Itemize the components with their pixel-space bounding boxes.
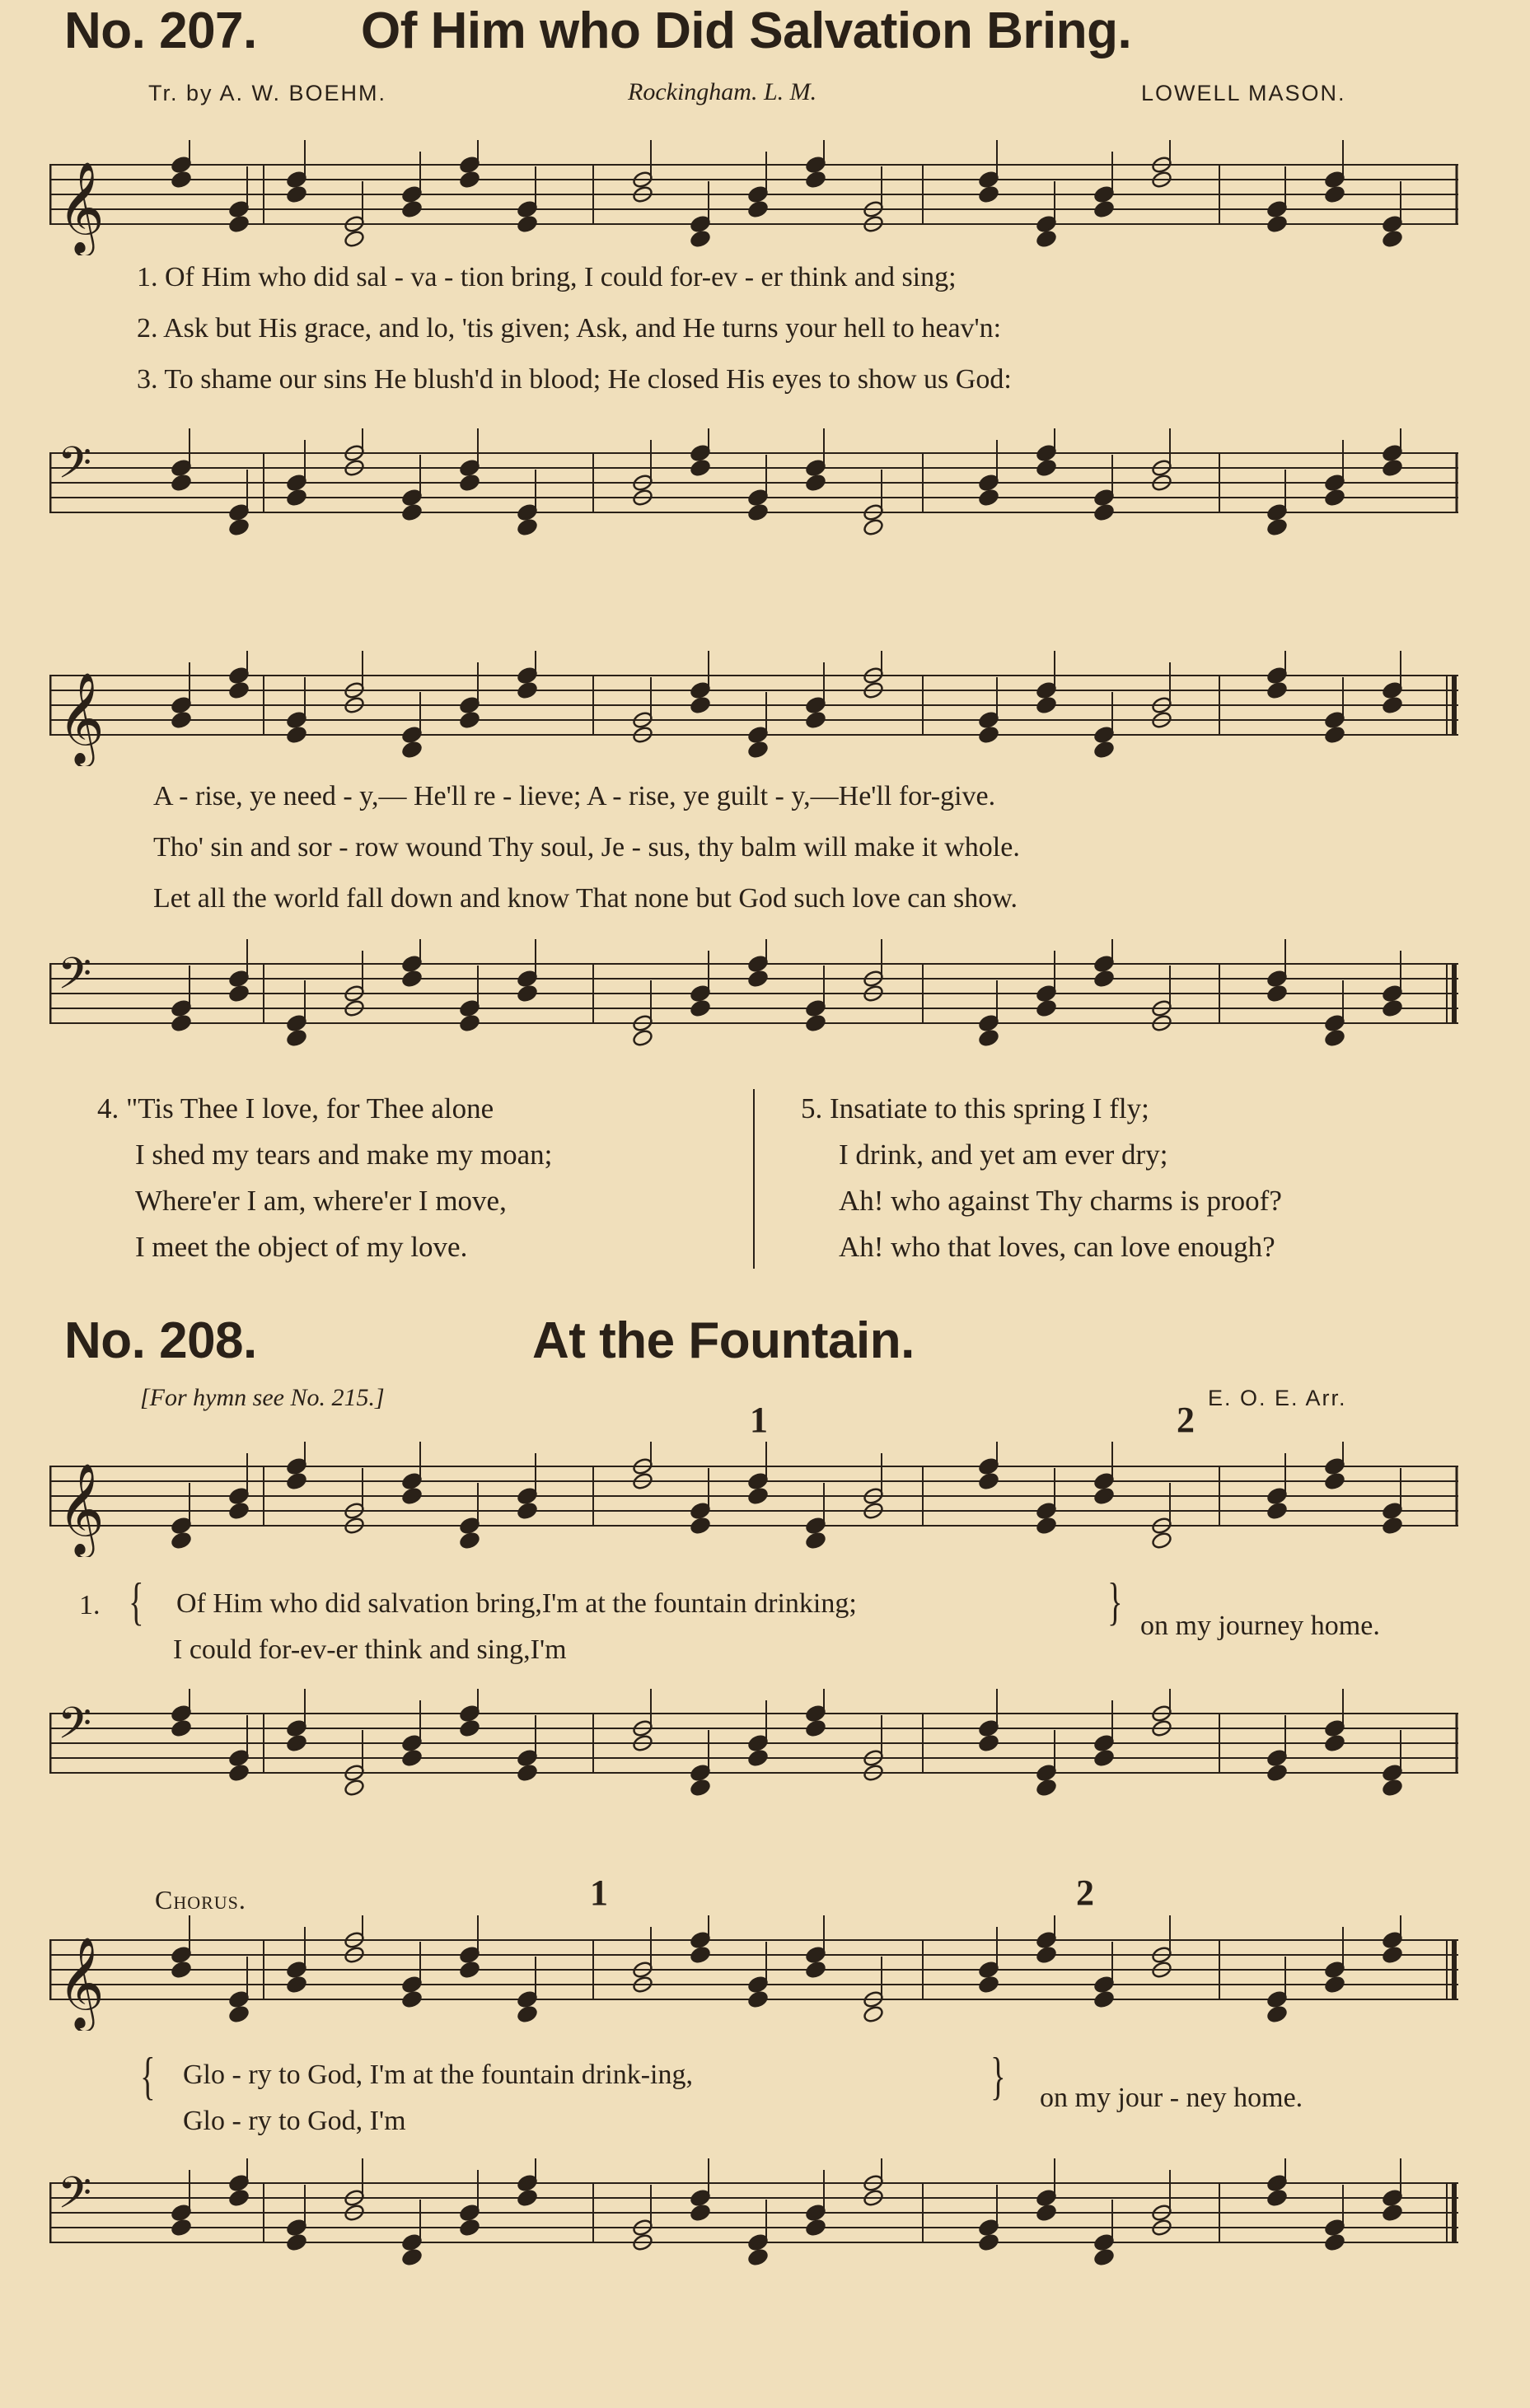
notehead — [517, 1764, 538, 1783]
hymn-208-chorus-bass-staff — [49, 2158, 1458, 2274]
notehead — [286, 1975, 307, 1994]
notehead — [1036, 230, 1057, 249]
notehead — [1036, 1946, 1057, 1965]
notehead — [171, 474, 192, 493]
notehead — [747, 741, 769, 760]
notehead — [690, 1517, 711, 1536]
clef-icon: 𝄢 — [58, 1699, 92, 1760]
clef-icon: 𝄞 — [58, 1462, 105, 1555]
hymn-208-bass-staff-1 — [49, 1689, 1458, 1804]
hymn-207-lyric-line-1a: 1. Of Him who did sal - va - tion bring, I could for-ev - er think and sing; — [137, 262, 957, 292]
notehead — [1036, 999, 1057, 1018]
ending-2-number: 2 — [1177, 1400, 1195, 1440]
notehead — [632, 1029, 653, 1048]
notehead — [1266, 1502, 1288, 1521]
notehead — [978, 2233, 999, 2252]
hymn-207-title: Of Him who Did Salvation Bring. — [361, 2, 1132, 59]
notehead — [1324, 489, 1345, 507]
notehead — [401, 1990, 423, 2009]
notehead — [459, 1719, 480, 1738]
notehead — [286, 1472, 307, 1491]
notehead — [517, 518, 538, 537]
notehead — [1093, 1990, 1115, 2009]
hymn-207-stanza-4 — [97, 1086, 552, 1270]
notehead — [228, 215, 250, 234]
stanza-5-line-3: Ah! who against Thy charms is proof? — [839, 1185, 1282, 1217]
hymn-207-composer: LOWELL MASON. — [1141, 81, 1346, 105]
notehead — [1093, 741, 1115, 760]
hymn-208-header — [64, 1312, 915, 1370]
notehead — [747, 2248, 769, 2267]
notehead — [459, 1531, 480, 1550]
notehead — [459, 474, 480, 493]
notehead — [401, 200, 423, 219]
notehead — [978, 1734, 999, 1753]
notehead — [747, 1487, 769, 1506]
hymn-207-header — [64, 2, 1132, 60]
notehead — [1266, 215, 1288, 234]
chorus-label: Chorus. — [155, 1885, 246, 1915]
notehead — [747, 503, 769, 522]
notehead — [228, 681, 250, 700]
notehead — [805, 1531, 826, 1550]
notehead — [1266, 518, 1288, 537]
stanza-4-line-1: 4. "Tis Thee I love, for Thee alone — [97, 1092, 494, 1125]
notehead — [459, 171, 480, 189]
chorus-brace-right: } — [990, 2046, 1006, 2105]
notehead — [1036, 1517, 1057, 1536]
notehead — [863, 518, 884, 537]
notehead — [978, 489, 999, 507]
notehead — [1036, 459, 1057, 478]
stanza-5-line-2: I drink, and yet am ever dry; — [839, 1139, 1168, 1171]
notehead — [517, 215, 538, 234]
notehead — [171, 711, 192, 730]
notehead — [1266, 1764, 1288, 1783]
notehead — [344, 230, 365, 249]
notehead — [459, 2219, 480, 2237]
notehead — [1382, 1779, 1403, 1798]
notehead — [286, 185, 307, 204]
notehead — [228, 2189, 250, 2208]
notehead — [228, 518, 250, 537]
notehead — [978, 1975, 999, 1994]
hymn-207-bass-staff-2 — [49, 939, 1458, 1054]
notehead — [805, 1961, 826, 1980]
notehead — [517, 984, 538, 1003]
stanza-5-line-1: 5. Insatiate to this spring I fly; — [801, 1092, 1149, 1125]
clef-icon: 𝄢 — [58, 2168, 92, 2229]
notehead — [459, 711, 480, 730]
notehead — [1266, 2189, 1288, 2208]
chorus-ending-2-number: 2 — [1076, 1873, 1094, 1913]
notehead — [171, 1961, 192, 1980]
notehead — [1324, 726, 1345, 745]
notehead — [978, 1472, 999, 1491]
hymn-207-stanza-5 — [801, 1086, 1282, 1270]
stanza-divider — [753, 1089, 755, 1269]
notehead — [1093, 1749, 1115, 1768]
hymn-207-lyric-line-2c: Let all the world fall down and know That none but God such love can show. — [153, 883, 1018, 914]
notehead — [228, 1764, 250, 1783]
chorus-tail: on my jour - ney home. — [1040, 2083, 1303, 2113]
notehead — [690, 999, 711, 1018]
notehead — [1093, 2248, 1115, 2267]
notehead — [690, 459, 711, 478]
notehead — [1324, 1975, 1345, 1994]
hymn-208-note: [For hymn see No. 215.] — [140, 1384, 385, 1411]
notehead — [286, 2233, 307, 2252]
notehead — [401, 970, 423, 989]
notehead — [517, 2189, 538, 2208]
notehead — [171, 1014, 192, 1033]
notehead — [344, 1779, 365, 1798]
hymn-208-treble-staff-1 — [49, 1442, 1458, 1557]
stanza-4-line-4: I meet the object of my love. — [135, 1231, 468, 1263]
notehead — [1382, 999, 1403, 1018]
notehead — [1151, 1531, 1172, 1550]
notehead — [286, 1734, 307, 1753]
hymn-208-verse-tail: on my journey home. — [1140, 1611, 1380, 1641]
stanza-4-line-3: Where'er I am, where'er I move, — [135, 1185, 507, 1217]
hymn-207-lyric-line-2a: A - rise, ye need - y,— He'll re - lieve; A - rise, ye guilt - y,—He'll for-give. — [153, 781, 996, 811]
notehead — [978, 726, 999, 745]
hymn-207-treble-staff-2 — [49, 651, 1458, 766]
notehead — [1382, 1946, 1403, 1965]
notehead — [747, 1990, 769, 2009]
notehead — [401, 1487, 423, 1506]
notehead — [1266, 681, 1288, 700]
clef-icon: 𝄢 — [58, 949, 92, 1010]
hymn-207-bass-staff-1 — [49, 428, 1458, 544]
clef-icon: 𝄞 — [58, 161, 105, 253]
hymn-208-number: No. 208. — [64, 1312, 257, 1369]
notehead — [1266, 2005, 1288, 2024]
verse-brace-right: } — [1107, 1572, 1123, 1630]
notehead — [1382, 459, 1403, 478]
clef-icon: 𝄞 — [58, 671, 105, 764]
hymn-207-lyric-line-1c: 3. To shame our sins He blush'd in blood; He closed His eyes to show us God: — [137, 364, 1012, 395]
notehead — [805, 711, 826, 730]
notehead — [805, 1014, 826, 1033]
chorus-line-b: Glo - ry to God, I'm — [183, 2106, 406, 2136]
notehead — [228, 984, 250, 1003]
notehead — [978, 185, 999, 204]
notehead — [690, 230, 711, 249]
notehead — [1382, 230, 1403, 249]
notehead — [1324, 185, 1345, 204]
notehead — [171, 2219, 192, 2237]
hymn-208-arranger: E. O. E. Arr. — [1208, 1386, 1347, 1410]
chorus-ending-1-number: 1 — [590, 1873, 608, 1913]
hymn-208-verse-line-a: Of Him who did salvation bring,I'm at the fountain drinking; — [176, 1588, 857, 1619]
hymn-207-lyric-line-1b: 2. Ask but His grace, and lo, 'tis given; Ask, and He turns your hell to heav'n: — [137, 313, 1002, 344]
hymn-208-verse-number: 1. — [79, 1590, 101, 1620]
notehead — [1093, 503, 1115, 522]
clef-icon: 𝄢 — [58, 438, 92, 499]
hymn-208-verse-line-b: I could for-ev-er think and sing,I'm — [173, 1634, 567, 1665]
chorus-line-a: Glo - ry to God, I'm at the fountain drink-ing, — [183, 2060, 693, 2090]
notehead — [1093, 200, 1115, 219]
clef-icon: 𝄞 — [58, 1936, 105, 2028]
notehead — [1266, 984, 1288, 1003]
notehead — [805, 171, 826, 189]
notehead — [747, 970, 769, 989]
hymn-208-chorus-treble-staff — [49, 1915, 1458, 2031]
notehead — [401, 503, 423, 522]
notehead — [1036, 2204, 1057, 2223]
notehead — [805, 1719, 826, 1738]
hymn-207-number: No. 207. — [64, 2, 257, 59]
notehead — [401, 2248, 423, 2267]
notehead — [863, 2005, 884, 2024]
notehead — [1324, 1734, 1345, 1753]
notehead — [459, 1014, 480, 1033]
notehead — [747, 200, 769, 219]
notehead — [286, 1029, 307, 1048]
notehead — [1382, 1517, 1403, 1536]
hymn-207-treble-staff-1 — [49, 140, 1458, 255]
notehead — [171, 171, 192, 189]
notehead — [286, 726, 307, 745]
notehead — [228, 2005, 250, 2024]
notehead — [1093, 970, 1115, 989]
notehead — [805, 2219, 826, 2237]
notehead — [401, 741, 423, 760]
hymn-207-translator: Tr. by A. W. BOEHM. — [148, 81, 387, 105]
notehead — [517, 1502, 538, 1521]
notehead — [286, 489, 307, 507]
stanza-5-line-4: Ah! who that loves, can love enough? — [839, 1231, 1275, 1263]
notehead — [1324, 2233, 1345, 2252]
notehead — [1382, 2204, 1403, 2223]
notehead — [517, 2005, 538, 2024]
notehead — [1036, 1779, 1057, 1798]
notehead — [1093, 1487, 1115, 1506]
notehead — [459, 1961, 480, 1980]
notehead — [228, 1502, 250, 1521]
notehead — [1324, 1472, 1345, 1491]
notehead — [805, 474, 826, 493]
stanza-4-line-2: I shed my tears and make my moan; — [135, 1139, 553, 1171]
notehead — [517, 681, 538, 700]
ending-1-number: 1 — [750, 1400, 768, 1440]
notehead — [747, 1749, 769, 1768]
chorus-brace-left: { — [140, 2046, 156, 2105]
hymn-207-lyric-line-2b: Tho' sin and sor - row wound Thy soul, Je - sus, thy balm will make it whole. — [153, 832, 1020, 863]
notehead — [978, 1029, 999, 1048]
notehead — [171, 1531, 192, 1550]
notehead — [690, 696, 711, 715]
notehead — [171, 1719, 192, 1738]
notehead — [1382, 696, 1403, 715]
notehead — [690, 2204, 711, 2223]
notehead — [690, 1779, 711, 1798]
notehead — [1324, 1029, 1345, 1048]
notehead — [401, 1749, 423, 1768]
hymn-208-title: At the Fountain. — [532, 1312, 915, 1369]
hymn-207-tune: Rockingham. L. M. — [628, 78, 817, 105]
notehead — [1036, 696, 1057, 715]
notehead — [690, 1946, 711, 1965]
verse-brace-left: { — [129, 1572, 144, 1630]
